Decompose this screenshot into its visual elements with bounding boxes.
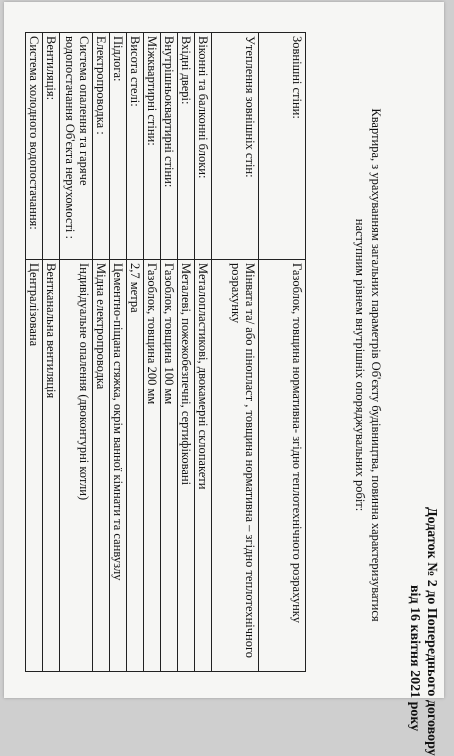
row-key: Вхідні двері: [178,33,195,260]
row-value: Металопластикові, двокамерні склопакети [195,260,212,672]
row-value: Індивідуальне опалення (двоконтурні котли) [60,260,93,672]
row-value: Централізована [26,260,43,672]
row-key: Підлога: [110,33,127,260]
row-value: Газоблок, товщина 200 мм [144,260,161,672]
intro-line-2: наступним рівнем внутрішніх опоряджувальних робіт: [353,218,367,512]
annex-title: Додаток № 2 до Попереднього договору [424,507,439,756]
rotated-content [4,2,454,756]
row-key: Висота стелі: [127,33,144,260]
table-row [127,33,144,672]
row-value: Мідна електропроводка [93,260,110,672]
row-key: Утеплення зовнішніх стін: [212,33,259,260]
table-row [110,33,127,672]
row-key: Система холодного водопостачання: [26,33,43,260]
table-row [26,33,43,672]
row-value: Газоблок, товщина 100 мм [161,260,178,672]
annex-header [406,507,440,756]
row-key: Система опалення та гаряче водопостачання Об'єкта нерухомості : [60,33,93,260]
row-value: Мінвата та/ або пінопласт , товщина нормативна – згідно теплотехнічного розрахунку [212,260,259,672]
row-key: Міжквартирні стіни: [144,33,161,260]
table-row [259,33,306,672]
row-key: Вентиляція: [43,33,60,260]
row-value: 2,7 метра [127,260,144,672]
table-row [178,33,195,672]
intro-line-1: Квартира, з урахуванням загальних параметрів Об'єкту будівництва, повинна характеризуватися [369,108,383,622]
row-key: Віконні та балконні блоки: [195,33,212,260]
table-row [144,33,161,672]
table-row [212,33,259,672]
annex-date: від 16 квітня 2021 року [407,585,422,732]
specs-table [25,32,306,672]
row-value: Газоблок, товщина нормативна- згідно теплотехнічного розрахунку [259,260,306,672]
row-value: Вентканальна вентиляція [43,260,60,672]
row-key: Зовнішні стіни: [259,33,306,260]
row-value: Цементно-піщана стяжка, окрім ванної кімнати та санвузлу [110,260,127,672]
table-row [43,33,60,672]
table-row [60,33,93,672]
table-row [93,33,110,672]
intro-text [352,40,384,690]
document-page [4,2,444,756]
row-value: Металеві, пожежобезпечні, сертифіковані [178,260,195,672]
row-key: Внутрішньоквартирні стіни: [161,33,178,260]
table-row [161,33,178,672]
table-row [195,33,212,672]
row-key: Електропроводка : [93,33,110,260]
